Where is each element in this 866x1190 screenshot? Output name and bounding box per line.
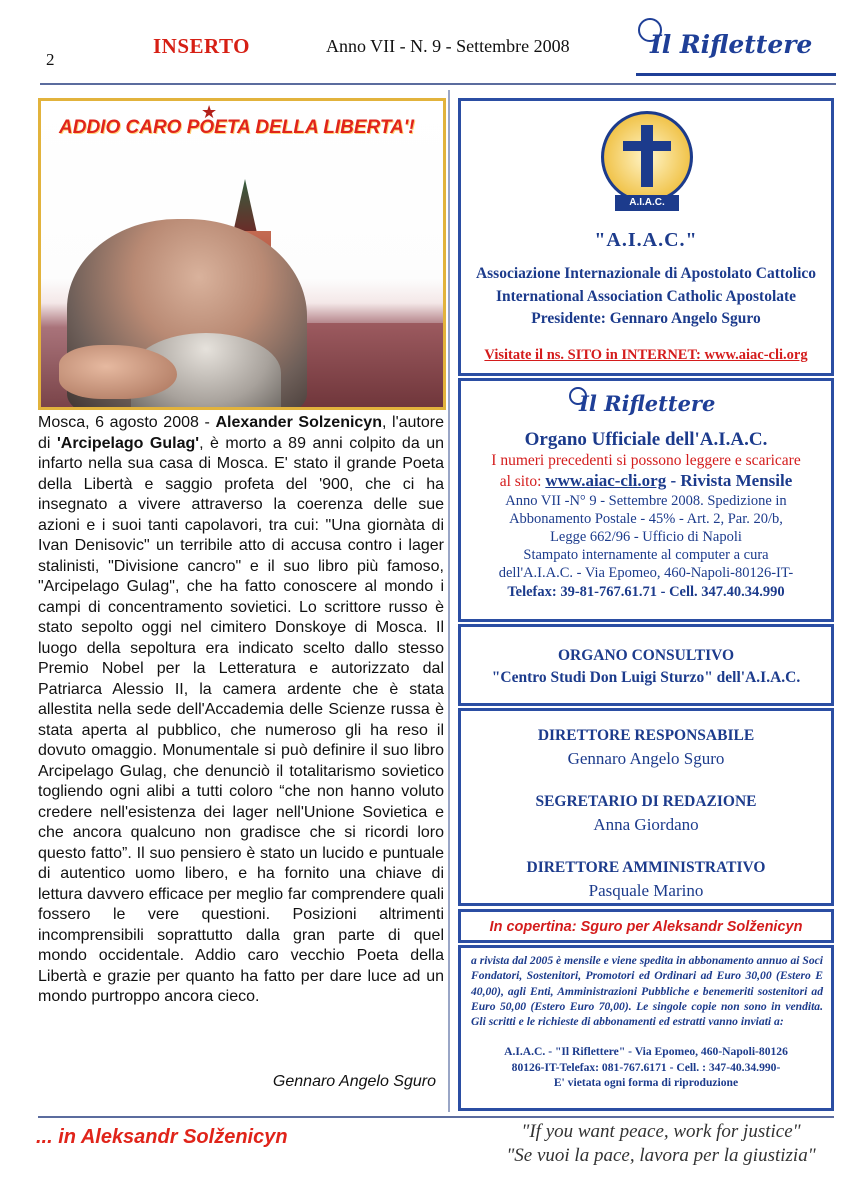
organo-site-link[interactable]: www.aiac-cli.org — [545, 471, 667, 490]
organo-site-line — [461, 470, 831, 492]
aiac-name-en: International Association Catholic Apostolate — [495, 288, 797, 305]
photo-headline: ADDIO CARO POETA DELLA LIBERTA'! — [59, 117, 415, 138]
staff-role-secretary: SEGRETARIO DI REDAZIONE — [535, 793, 757, 810]
organo-details — [461, 429, 831, 603]
aiac-emblem — [601, 111, 693, 215]
article-body — [38, 413, 444, 1008]
notice-phone: 80126-IT-Telefax: 081-767.6171 - Cell. : 347-40.34.990- — [511, 1060, 781, 1074]
subscription-notice-box — [458, 945, 834, 1111]
notice-copyright: E' vietata ogni forma di riproduzione — [553, 1076, 739, 1089]
article-signature: Gennaro Angelo Sguro — [272, 1073, 436, 1090]
staff-role-admin: DIRETTORE AMMINISTRATIVO — [526, 859, 766, 876]
organo-print-line: Stampato internamente al computer a cura — [523, 547, 769, 563]
organo-site-prefix: al sito: — [499, 473, 546, 490]
masthead-underline — [636, 73, 836, 76]
section-label: INSERTO — [153, 34, 250, 58]
organo-issue-line: Anno VII -N° 9 - Settembre 2008. Spedizione in — [505, 493, 787, 509]
footer-divider — [38, 1116, 834, 1118]
article-book-title: 'Arcipelago Gulag' — [56, 434, 200, 452]
cross-icon — [641, 125, 653, 187]
organo-monthly: - Rivista Mensile — [666, 471, 793, 490]
cover-caption-box — [458, 909, 834, 943]
kremlin-wall — [291, 323, 446, 410]
issue-info: Anno VII - N. 9 - Settembre 2008 — [326, 36, 570, 56]
consult-box — [458, 624, 834, 706]
organo-archive-note: I numeri precedenti si possono leggere e scaricare — [491, 452, 801, 469]
organo-logo-text: Il Riflettere — [579, 391, 716, 416]
aiac-box — [458, 98, 834, 376]
notice-contacts — [461, 1044, 831, 1091]
cover-caption: In copertina: Sguro per Aleksandr Solženicyn — [489, 919, 803, 935]
aiac-website-link[interactable]: Visitate il ns. SITO in INTERNET: www.aiac-cli.org — [484, 347, 808, 363]
consult-subtitle: "Centro Studi Don Luigi Sturzo" dell'A.I.A.C. — [491, 669, 801, 686]
organo-title: Organo Ufficiale dell'A.I.A.C. — [524, 429, 768, 450]
organo-law-line: Legge 662/96 - Ufficio di Napoli — [550, 529, 742, 545]
article-subject-name: Alexander Solzenicyn — [215, 414, 382, 431]
staff-name-secretary: Anna Giordano — [593, 815, 699, 834]
subscription-notice: a rivista dal 2005 è mensile e viene spedita in abbonamento annuo ai Soci Fondatori, Sostenitori, Promotori ed Ordinari ad Euro 30,00 (Estero E 40,00), agli Enti, Amministrazioni Pubbliche e benemeriti sostenitori ad Euro 50,00 (Estero Euro 70,00). Le singole copie non sono in vendita. Gli scritti e le richieste di abbonamenti ed estratti vanno inviati a: — [471, 954, 824, 1029]
organo-logo — [569, 387, 729, 421]
tower-spire — [233, 179, 257, 233]
article-dateline: Mosca, 6 agosto 2008 - — [38, 414, 216, 431]
footer-quote-en: "If you want peace, work for justice" — [521, 1121, 801, 1142]
organo-address-line: dell'A.I.A.C. - Via Epomeo, 460-Napoli-80126-IT- — [498, 565, 794, 581]
staff-name-director: Gennaro Angelo Sguro — [567, 749, 725, 768]
aiac-title: "A.I.A.C." — [594, 229, 698, 251]
organo-postal-line: Abbonamento Postale - 45% - Art. 2, Par. 20/b, — [509, 511, 783, 527]
staff-role-director: DIRETTORE RESPONSABILE — [537, 727, 755, 744]
red-star-icon: ★ — [201, 102, 218, 122]
cross-bar-icon — [623, 141, 671, 151]
organo-phone-line: Telefax: 39-81-767.61.71 - Cell. 347.40.34.990 — [507, 584, 785, 600]
organo-box — [458, 378, 834, 622]
consult-title: ORGANO CONSULTIVO — [557, 647, 735, 664]
article-text-1: , l'autore di — [38, 414, 445, 452]
column-divider — [448, 90, 450, 1112]
aiac-president: Presidente: Gennaro Angelo Sguro — [531, 310, 761, 327]
staff-box — [458, 708, 834, 906]
article-text-2: , è morto a 89 anni colpito da un infarto nella sua casa di Mosca. E' stato il grande Poeta della Libertà e saggio profeta del '900, che ci ha insegnato a vivere attraverso la coerenza delle sue azioni e i suoi tanti capolavori, tra cui: "Una giornàta di Ivan Denisovic" un terribile atto di accusa contro i lager stalinisti, "Divisione cancro" e il suo libro più famoso, "Arcipelago Gulag", che ha fatto conoscere al mondo i campi di concentramento sovietici. Lo scrittore russo è stato sepolto oggi nel cimitero Donskoye di Mosca. Il luogo della sepoltura era indicato scelto dallo stesso Premio Nobel per la Letteratura e autorizzato dal Patriarca Alessio II, la camera ardente che è stata allestita nella sede dell'Accademia delle Scienze russa è stata aperta al pubblico, che numeroso gli ha reso il dovuto omaggio. Monumentale si può definire il suo libro Arcipelago Gulag, che denunciò il totalitarismo sovietico togliendo ogni alibi a tutti coloro “che non hanno voluto credere nell'esistenza dei lager nell'Unione Sovietica e che ancora qualcuno non gradisce che si ricordi loro questo fatto”. Il suo pensiero è stato un lucido e puntuale di autentico uomo libero, e ha fornito una chiave di lettura davvero efficace per meglio far comprendere quali fossero le vere questioni. Posizioni altrimenti incomprensibili soprattutto dalla gran parte di quel mondo occidentale. Addio caro vecchio Poeta della Libertà e grazie per quanto ha fatto per dare luce ad un mondo purtroppo ancora cieco. — [38, 434, 445, 1005]
emblem-banner: A.I.A.C. — [615, 195, 679, 211]
header-divider — [40, 83, 836, 85]
masthead-title: Il Riflettere — [650, 30, 813, 59]
footer-caption: ... in Aleksandr Solženicyn — [36, 1126, 288, 1148]
staff-name-admin: Pasquale Marino — [588, 881, 704, 900]
masthead-logo — [636, 18, 836, 76]
notice-address: A.I.A.C. - "Il Riflettere" - Via Epomeo, 460-Napoli-80126 — [504, 1045, 788, 1058]
footer-quote-it: "Se vuoi la pace, lavora per la giustizia" — [506, 1145, 816, 1166]
page-number: 2 — [46, 50, 55, 69]
cover-photo — [38, 98, 446, 410]
aiac-name-it: Associazione Internazionale di Apostolato Cattolico — [475, 265, 817, 282]
